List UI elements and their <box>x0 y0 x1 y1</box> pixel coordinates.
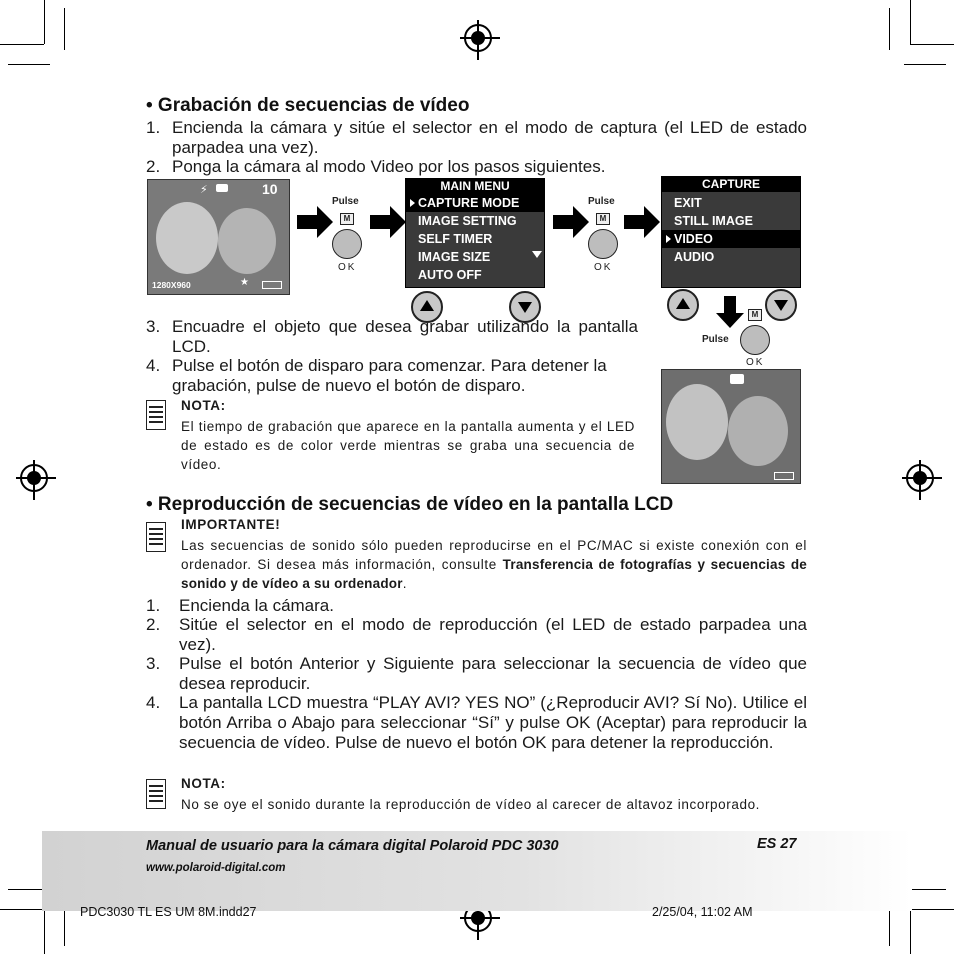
right-arrow-icon <box>297 215 319 229</box>
registration-mark-icon <box>906 464 934 492</box>
playback-step-3 <box>146 654 807 694</box>
crop-mark <box>8 64 50 65</box>
step-number: 4. <box>146 356 161 375</box>
step-text: Pulse el botón Anterior y Siguiente para seleccionar la secuencia de vídeo que desea reproducir. <box>179 654 807 693</box>
battery-icon <box>774 472 794 480</box>
ok-label: OK <box>338 262 357 273</box>
video-camera-icon <box>730 374 744 384</box>
step-text: Encuadre el objeto que desea grabar utilizando la pantalla LCD. <box>172 317 638 356</box>
note-icon <box>146 400 166 430</box>
step-number: 4. <box>146 693 161 712</box>
step-text: Encienda la cámara. <box>179 596 334 615</box>
menu-item-audio: AUDIO <box>674 250 715 264</box>
child-face-right <box>218 208 276 274</box>
note-icon <box>146 779 166 809</box>
crop-mark <box>910 44 954 45</box>
note-body: El tiempo de grabación que aparece en la pantalla aumenta y el LED de estado es de color verde mientras se graba una secuencia de vídeo. <box>181 419 635 472</box>
ok-label: OK <box>746 357 765 368</box>
battery-icon <box>262 281 282 289</box>
capture-menu-screen <box>661 176 801 288</box>
step-number: 3. <box>146 317 161 336</box>
registration-mark-icon <box>20 464 48 492</box>
main-menu-screen <box>405 178 545 288</box>
step-text: Encienda la cámara y sitúe el selector en el modo de captura (el LED de estado parpadea una vez). <box>172 118 807 157</box>
up-button-icon <box>667 289 699 321</box>
step-number: 1. <box>146 118 161 137</box>
camera-icon <box>216 184 228 192</box>
step-1 <box>146 118 807 158</box>
step-number: 2. <box>146 157 161 176</box>
step-text: La pantalla LCD muestra “PLAY AVI? YES NO” (¿Reproducir AVI? Sí No). Utilice el botón Arriba o Abajo para seleccionar “Sí” y pulse OK (Aceptar) para reproducir la secuencia de vídeo. Pulse de nuevo el botón OK para detener la reproducción. <box>179 693 807 752</box>
capture-menu-title: CAPTURE <box>662 177 800 192</box>
right-arrow-icon <box>624 215 646 229</box>
important-body <box>181 536 807 593</box>
crop-mark <box>904 64 946 65</box>
menu-item-auto-off: AUTO OFF <box>418 268 482 282</box>
footer-manual-title: Manual de usuario para la cámara digital Polaroid PDC 3030 <box>146 838 559 854</box>
star-icon: ★ <box>240 277 249 288</box>
section-heading-playback: • Reproducción de secuencias de vídeo en la pantalla LCD <box>146 494 674 515</box>
ok-button-icon <box>332 229 362 259</box>
menu-m-icon: M <box>596 213 610 225</box>
playback-step-1 <box>146 596 807 616</box>
ok-button-icon <box>588 229 618 259</box>
menu-item-exit: EXIT <box>674 196 702 210</box>
step-number: 2. <box>146 615 161 634</box>
menu-item-image-setting: IMAGE SETTING <box>418 214 517 228</box>
video-mode-photo <box>661 369 801 484</box>
ok-label: OK <box>594 262 613 273</box>
menu-item-self-timer: SELF TIMER <box>418 232 493 246</box>
important-icon <box>146 522 166 552</box>
important-text-end: . <box>402 576 408 591</box>
menu-item-video: VIDEO <box>662 230 800 248</box>
down-arrow-icon <box>724 296 736 314</box>
child-face-left <box>666 384 728 460</box>
footer-website: www.polaroid-digital.com <box>146 862 286 874</box>
note-title: NOTA: <box>181 776 226 791</box>
important-text: Las secuencias de sonido sólo pueden reproducirse en el PC/MAC si existe conexión con el ordenador. Si desea más información, consulte <box>181 538 807 572</box>
pulse-label: Pulse <box>702 334 729 345</box>
flash-icon: ⚡ <box>200 184 208 196</box>
playback-step-4 <box>146 693 807 753</box>
resolution-label: 1280X960 <box>152 280 191 290</box>
menu-item-capture-mode: CAPTURE MODE <box>406 194 544 212</box>
child-face-right <box>728 396 788 466</box>
crop-mark <box>910 910 911 954</box>
registration-mark-icon <box>464 24 492 52</box>
crop-mark <box>64 8 65 50</box>
step-text: Sitúe el selector en el modo de reproducción (el LED de estado parpadea una vez). <box>179 615 807 654</box>
menu-m-icon: M <box>748 309 762 321</box>
right-arrow-icon <box>370 215 392 229</box>
crop-mark <box>910 909 954 910</box>
pulse-label: Pulse <box>588 196 615 207</box>
shot-counter: 10 <box>262 181 278 197</box>
crop-mark <box>44 0 45 44</box>
menu-item-image-size: IMAGE SIZE <box>418 250 491 264</box>
footer-page-number: ES 27 <box>757 836 797 852</box>
menu-m-icon: M <box>340 213 354 225</box>
pulse-label: Pulse <box>332 196 359 207</box>
crop-mark <box>0 44 44 45</box>
slug-filename: PDC3030 TL ES UM 8M.indd27 <box>80 905 257 919</box>
step-4 <box>146 356 638 396</box>
step-text: Pulse el botón de disparo para comenzar. Para detener la grabación, pulse de nuevo el botón de disparo. <box>172 356 607 395</box>
step-3 <box>146 317 638 357</box>
crop-mark <box>0 909 44 910</box>
playback-step-2 <box>146 615 807 655</box>
crop-mark <box>44 910 45 954</box>
scroll-down-icon <box>532 251 542 258</box>
menu-item-still-image: STILL IMAGE <box>674 214 753 228</box>
crop-mark <box>910 0 911 44</box>
slug-date: 2/25/04, 11:02 AM <box>652 905 753 919</box>
step-number: 1. <box>146 596 161 615</box>
section-heading-recording: • Grabación de secuencias de vídeo <box>146 95 470 116</box>
crop-mark <box>889 8 890 50</box>
right-arrow-icon <box>553 215 575 229</box>
step-2 <box>146 157 807 177</box>
main-menu-title: MAIN MENU <box>406 179 544 194</box>
step-number: 3. <box>146 654 161 673</box>
child-face-left <box>156 202 218 274</box>
camera-preview-photo <box>147 179 290 295</box>
note-title: NOTA: <box>181 398 226 413</box>
note-body: No se oye el sonido durante la reproducción de vídeo al carecer de altavoz incorporado. <box>181 797 761 812</box>
important-link-text: Transferencia de fotografías y secuencias de sonido y de vídeo a su ordenador <box>181 557 808 591</box>
ok-button-icon <box>740 325 770 355</box>
important-title: IMPORTANTE! <box>181 517 281 532</box>
step-text: Ponga la cámara al modo Video por los pasos siguientes. <box>172 157 606 176</box>
down-button-icon <box>765 289 797 321</box>
